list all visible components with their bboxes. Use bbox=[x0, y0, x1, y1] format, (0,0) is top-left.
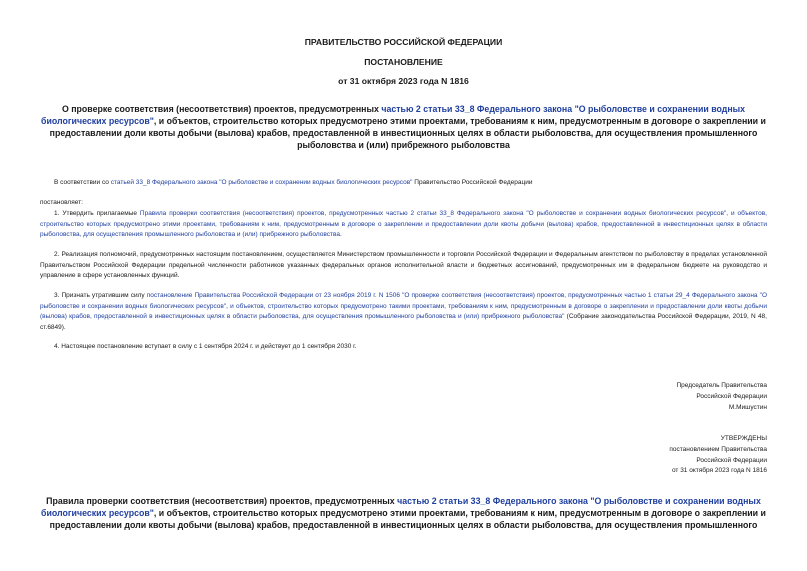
date-number-heading: от 31 октября 2023 года N 1816 bbox=[338, 76, 469, 86]
signature-line-1: Председатель Правительства bbox=[676, 382, 767, 389]
signature-line-2: Российской Федерации bbox=[696, 392, 767, 400]
item-3-text-1: 3. Признать утратившим силу bbox=[54, 292, 147, 299]
title-text-2: , и объектов, строительство которых предусмотрено этими проектами, требованиям к ним, предусмотренным в договоре о закреплении и предоставлении доли квоты добычи (вылова) крабов, предоставленной в инвестиционных целях в области рыболовства, для осуществления промышленного рыболовства и (или) прибрежного рыболовства bbox=[49, 116, 766, 150]
title-law-link[interactable]: частью 2 статьи 33_8 Федерального закона "О рыболовстве и сохранении водных биологических ресурсов" bbox=[41, 104, 746, 126]
approved-line-2: постановлением Правительства bbox=[669, 445, 767, 453]
item-1-text-2: . bbox=[339, 231, 342, 238]
preamble-text-1: В соответствии со bbox=[54, 179, 111, 186]
item-3 bbox=[40, 291, 767, 333]
rules-title-text-1: Правила проверки соответствия (несоответствия) проектов, предусмотренных bbox=[46, 496, 398, 506]
rules-title-text-2: , и объектов, строительство которых предусмотрено этими проектами, требованиям к ним, предусмотренным в договоре о закреплении и предоставлении доли квоты добычи (вылова) крабов, предоставленной в инвестиционных целях в области рыболовства, для осуществления промышленного bbox=[49, 508, 766, 530]
approved-line-3: Российской Федерации bbox=[696, 456, 767, 464]
preamble bbox=[40, 178, 767, 189]
org-heading: ПРАВИТЕЛЬСТВО РОССИЙСКОЙ ФЕДЕРАЦИИ bbox=[304, 37, 503, 47]
item-1 bbox=[40, 209, 767, 241]
signature-line-3: М.Мишустин bbox=[728, 403, 767, 411]
decrees-word: постановляет: bbox=[40, 199, 83, 206]
item-2: 2. Реализация полномочий, предусмотренных настоящим постановлением, осуществляется Министерством промышленности и торговли Российской Федерации и Федеральным агентством по рыболовству в пределах установленной Правительством Российской Федерации предельной численности работников указанных федеральных органов исполнительной власти и бюджетных ассигнований, предусмотренных им в федеральном бюджете на руководство и управление в сфере установленных функций. bbox=[40, 251, 767, 279]
document-title bbox=[40, 103, 767, 151]
preamble-text-2: Правительство Российской Федерации bbox=[412, 179, 533, 186]
rules-title bbox=[40, 495, 767, 531]
item-1-rules-link[interactable]: Правила проверки соответствия (несоответствия) проектов, предусмотренных частью 2 статьи 33_8 Федерального закона "О рыболовстве и сохранении водных биологических ресурсов", и объектов, строительство которых предусмотрено этими проектами, требованиям к ним, предусмотренным в договоре о закреплении и предоставлении доли квоты добычи (вылова) крабов, предоставленной в инвестиционных целях в области рыболовства, для осуществления промышленного рыболовства и (или) прибрежного рыболовства bbox=[40, 210, 767, 238]
item-4: 4. Настоящее постановление вступает в силу с 1 сентября 2024 г. и действует до 1 сентября 2030 г. bbox=[54, 343, 357, 350]
signature-block bbox=[676, 381, 767, 413]
approved-block bbox=[669, 434, 767, 477]
title-text-1: О проверке соответствия (несоответствия) проектов, предусмотренных bbox=[61, 104, 382, 114]
doc-type-heading: ПОСТАНОВЛЕНИЕ bbox=[364, 57, 443, 67]
preamble-law-link[interactable]: статьей 33_8 Федерального закона "О рыболовстве и сохранении водных биологических ресурсов" bbox=[110, 179, 413, 186]
item-3-text-2: (Собрание законодательства Российской Федерации, 2019, N 48, ст.6849). bbox=[40, 313, 767, 331]
approved-line-4: от 31 октября 2023 года N 1816 bbox=[671, 467, 767, 475]
approved-line-1: УТВЕРЖДЕНЫ bbox=[720, 435, 767, 442]
rules-title-law-link[interactable]: частью 2 статьи 33_8 Федерального закона "О рыболовстве и сохранении водных биологических ресурсов" bbox=[41, 496, 761, 518]
item-3-decree-link[interactable]: постановление Правительства Российской Федерации от 23 ноября 2019 г. N 1506 "О проверке соответствия (несоответствия) проектов, предусмотренных частью 1 статьи 29_4 Федерального закона "О рыболовстве и сохранении водных биологических ресурсов", и объектов, строительство которых предусмотрено такими проектами, требованиям к ним, предусмотренным в договоре о закреплении и предоставлении доли квоты добычи (вылова) крабов, предоставленной в инвестиционных целях в области рыболовства, для осуществления промышленного рыболовства и (или) прибрежного рыболовства" bbox=[40, 292, 768, 320]
item-1-text-1: 1. Утвердить прилагаемые bbox=[54, 210, 140, 217]
